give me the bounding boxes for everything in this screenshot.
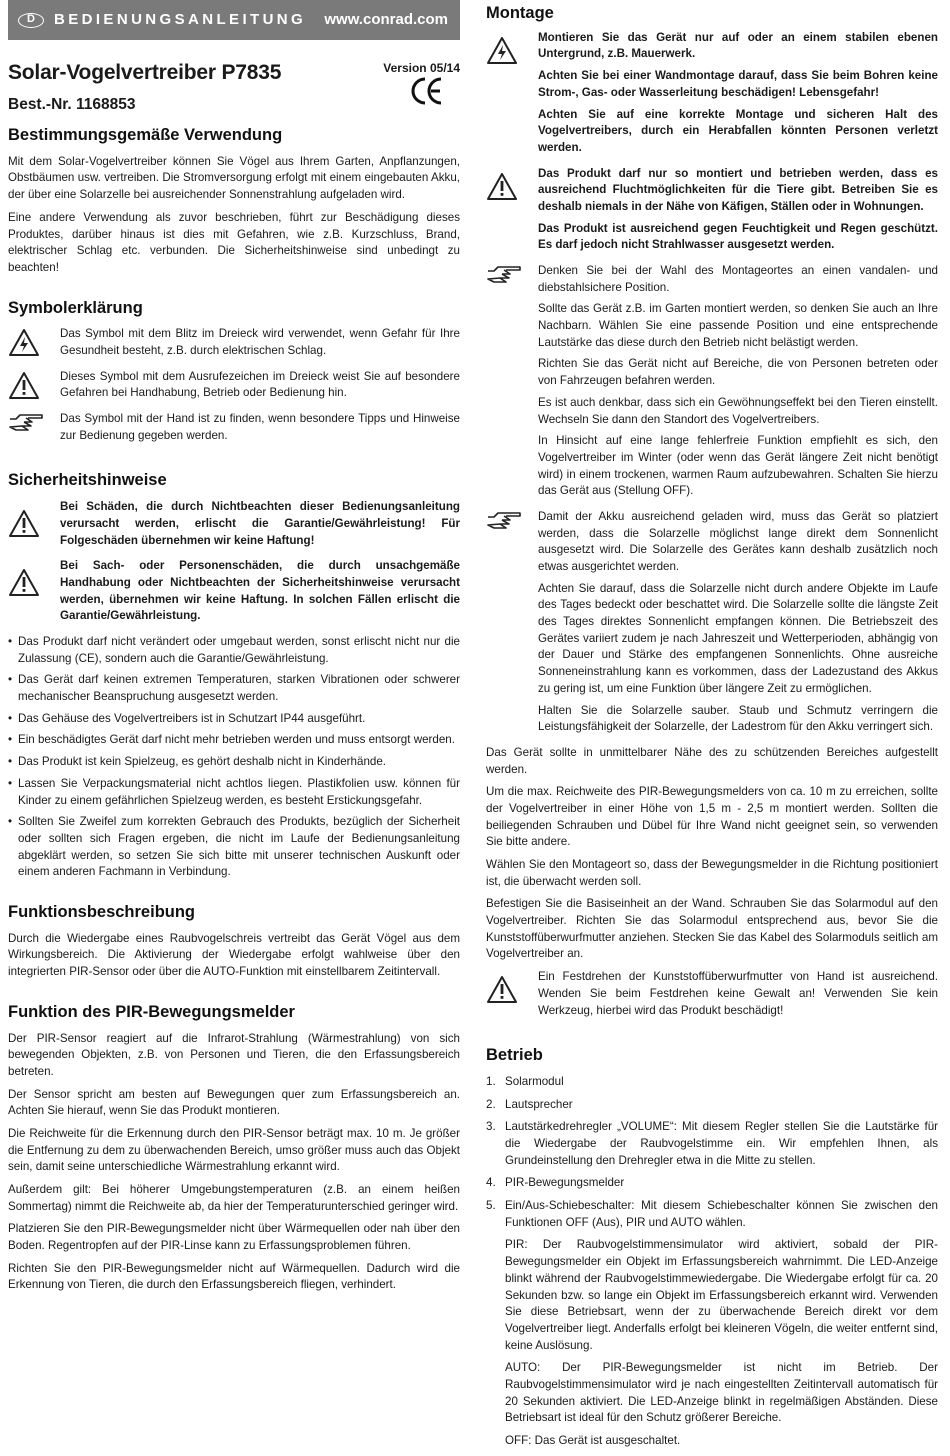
intended-use-paragraph: Mit dem Solar-Vogelvertreiber können Sie Vögel aus Ihrem Garten, Anpflanzungen, Obstbäumen usw. vertreiben. Die Stromversorgung erfolgt mit einem eingebauten Akku, der über eine Solarzelle bei ausreichender Sonnenstrahlung aufgeladen wird. <box>8 154 460 202</box>
safety-warning-block <box>8 558 460 630</box>
mounting-tip-block <box>486 509 938 741</box>
mounting-tip-text: Es ist auch denkbar, dass sich ein Gewöhnungseffekt bei den Tieren einstellt. Wechseln Sie dann den Standort des Vogelvertreibers. <box>538 395 938 426</box>
right-column <box>486 0 938 1456</box>
product-title: Solar-Vogelvertreiber P7835 <box>8 61 282 84</box>
list-item: • Das Gerät darf keinen extremen Temperaturen, starken Vibrationen oder schwerer mechanischer Beanspruchung ausgesetzt werden. <box>8 672 460 705</box>
list-item: • Das Produkt ist kein Spielzeug, es gehört deshalb nicht in Kinderhände. <box>8 754 460 771</box>
mounting-warning-text: Achten Sie auf eine korrekte Montage und sicheren Halt des Vogelvertreibers, durch ein Herabfallen könnten Personen verletzt werden. <box>538 107 938 154</box>
exclamation-triangle-icon <box>486 975 518 1004</box>
mounting-heading: Montage <box>486 4 554 22</box>
mounting-tip-text: Denken Sie bei der Wahl des Montageortes an einen vandalen- und diebstahlsichere Position. <box>538 264 938 294</box>
symbol-text: Das Symbol mit dem Blitz im Dreieck wird verwendet, wenn Gefahr für Ihre Gesundheit besteht, z.B. durch elektrischen Schlag. <box>60 327 460 357</box>
operation-list <box>486 1074 938 1232</box>
mounting-warning-text: Montieren Sie das Gerät nur auf oder an einem stabilen ebenen Untergrund, z.B. Mauerwerk. <box>538 30 938 61</box>
pir-paragraph: Platzieren Sie den PIR-Bewegungsmelder nicht über Wärmequellen oder nah über den Boden. Regentropfen auf der PIR-Linse kann zu Erfassungsproblemen führen. <box>8 1222 460 1253</box>
language-badge: D <box>18 13 44 28</box>
mode-description: OFF: Das Gerät ist ausgeschaltet. <box>505 1434 681 1447</box>
mounting-paragraph: Um die max. Reichweite des PIR-Bewegungsmelders von ca. 10 m zu erreichen, sollte der Vogelvertreiber in einer Höhe von 1,5 m - 2,5 m montiert werden. Sollten die beiliegenden Schrauben und Dübel für Ihre Wand nicht geeignet sein, so verwenden Sie bitte andere. <box>486 785 938 849</box>
item-text: Lautsprecher <box>505 1097 573 1111</box>
list-item: • Ein beschädigtes Gerät darf nicht mehr betrieben werden und muss entsorgt werden. <box>8 732 460 749</box>
mode-description: PIR: Der Raubvogelstimmensimulator wird aktiviert, sobald der PIR-Bewegungsmelder ein Objekt im Erfassungsbereich wahrnimmt. Die LED-Anzeige blinkt während der Raubvogelstimmewiedergabe. Die Wiedergabe erfolgt für ca. 20 Sekunden bzw. so lange ein Objekt im Erfassungsbereich erkannt wird. Verwenden Sie diese Betriebsart, wenn der zu überwachende Bereich direkt vor dem Vogelvertreiber liegt. Anderfalls erfolgt bei kleineren Vögeln, die weiter entfernt sind, keine Auslösung. <box>505 1238 938 1352</box>
title-block <box>8 40 460 120</box>
list-item: • Das Gehäuse des Vogelvertreibers ist in Schutzart IP44 ausgeführt. <box>8 711 460 728</box>
item-text: Ein/Aus-Schiebeschalter: Mit diesem Schiebeschalter können Sie zwischen den Funktionen OFF (Aus), PIR und AUTO wählen. <box>505 1199 938 1229</box>
item-text: Solarmodul <box>505 1074 564 1088</box>
mounting-warning-block <box>486 969 938 1024</box>
pir-paragraph: Außerdem gilt: Bei höherer Umgebungstemperaturen (z.B. an einem heißen Sommertag) nimmt die Reichweite ab, da hier der Temperaturunterschied geringer wird. <box>8 1183 460 1213</box>
list-item <box>486 1198 938 1231</box>
safety-warning-text: Bei Sach- oder Personenschäden, die durch unsachgemäße Handhabung oder Nichtbeachten der Sicherheitshinweise verursacht werden, übernehmen wir keine Haftung. In solchen Fällen erlischt die Garantie/Gewährleistung. <box>60 559 460 623</box>
ce-mark-icon <box>410 76 444 106</box>
version-label: Version 05/14 <box>383 61 460 75</box>
mounting-warning-block <box>486 166 938 259</box>
mounting-warning-text: Achten Sie bei einer Wandmontage darauf, dass Sie beim Bohren keine Strom-, Gas- oder Wasserleitung beschädigen! Lebensgefahr! <box>538 69 938 99</box>
safety-heading: Sicherheitshinweise <box>8 471 167 490</box>
safety-list <box>8 634 460 881</box>
safety-warning-text: Bei Schäden, die durch Nichtbeachten dieser Bedienungsanleitung verursacht werden, erlischt die Garantie/Gewährleistung! Für Folgeschäden übernehmen wir keine Haftung! <box>60 500 460 547</box>
pointing-hand-icon <box>486 265 522 285</box>
item-text: PIR-Bewegungsmelder <box>505 1176 625 1190</box>
intended-use-heading: Bestimmungsgemäße Verwendung <box>8 126 283 144</box>
exclamation-triangle-icon <box>8 568 40 597</box>
mounting-tip-text: Richten Sie das Gerät nicht auf Bereiche, die von Personen betreten oder von Fahrzeugen befahren werden. <box>538 357 938 388</box>
mounting-tip-text: Achten Sie darauf, dass die Solarzelle nicht durch andere Objekte im Laufe des Tages bedeckt oder beschattet wird. Die Solarzelle sollte die längste Zeit des Tages direktes Sonnenlicht empfangen können. Die Betriebszeit des Gerätes variiert zudem je nach Jahreszeit und Wetterperioden, abhängig von der Dauer und Stärke des empfangenen Sonnenlichts. Ohne ausreiche Sonneneinstrahlung kann es vorkommen, dass der Ladezustand des Akkus zu gering ist, um eine Funktion über längere Zeit zu ermöglichen. <box>538 581 938 695</box>
mounting-paragraph: Wählen Sie den Montageort so, dass der Bewegungsmelder in die Richtung positioniert ist, die überwacht werden soll. <box>486 858 938 888</box>
pir-heading: Funktion des PIR-Bewegungsmelder <box>8 1002 295 1021</box>
symbol-row-warning <box>8 369 460 407</box>
item-number: 1. <box>486 1074 496 1088</box>
operation-modes <box>486 1237 938 1449</box>
mode-description: AUTO: Der PIR-Bewegungsmelder ist nicht im Betrieb. Der Raubvogelstimmensimulator wird je nach eingestellten Zeitintervall automatisch für 20 Sekunden aktiviert. Die LED-Anzeige blinkt in regelmäßigen Abständen. Diese Betriebsart ist ideal für den Schutz größerer Bereiche. <box>505 1361 938 1425</box>
list-item: • Sollten Sie Zweifel zum korrekten Gebrauch des Produkts, bezüglich der Sicherheit oder sollten sich Fragen ergeben, die nicht im Laufe der Bedienungsanleitung abgeklärt werden, so setzen Sie sich bitte mit unserer technischen Auskunft oder einem anderen Fachmann in Verbindung. <box>8 814 460 881</box>
header-bar <box>8 0 460 40</box>
pir-paragraph: Der Sensor spricht am besten auf Bewegungen quer zum Erfassungsbereich an. Achten Sie hierauf, wenn Sie das Produkt montieren. <box>8 1087 460 1118</box>
item-number: 3. <box>486 1120 496 1134</box>
mounting-warning-block <box>486 30 938 162</box>
exclamation-triangle-icon <box>8 509 40 538</box>
lightning-triangle-icon <box>8 328 40 357</box>
item-number: 2. <box>486 1097 496 1111</box>
list-item <box>486 1097 938 1114</box>
pir-paragraph: Richten Sie den PIR-Bewegungsmelder nicht auf Wärmequellen. Dadurch wird die Erkennung von Tieren, die durch den Erfassungsbereich fliegen, verhindert. <box>8 1261 460 1292</box>
list-item: • Lassen Sie Verpackungsmaterial nicht achtlos liegen. Plastikfolien usw. können für Kinder zu einem gefährlichen Spielzeug werden, es besteht Erstickungsgefahr. <box>8 776 460 809</box>
mounting-tip-text: In Hinsicht auf eine lange fehlerfreie Funktion empfiehlt es sich, den Vogelvertreiber im Winter (oder wenn das Gerät längere Zeit nicht benötigt wird) in einem trockenen, warmen Raum aufzubewahren. Schalten Sie hierzu das Gerät aus (Stellung OFF). <box>538 434 938 498</box>
mounting-paragraph: Das Gerät sollte in unmittelbarer Nähe des zu schützenden Bereiches aufgestellt werden. <box>486 745 938 776</box>
item-number: 5. <box>486 1199 496 1213</box>
pir-paragraph: Der PIR-Sensor reagiert auf die Infrarot-Strahlung (Wärmestrahlung) von sich bewegenden Objekten, z.B. von Personen und Tieren, die den Erfassungsbereich betreten. <box>8 1031 460 1078</box>
intended-use-paragraph: Eine andere Verwendung als zuvor beschrieben, führt zur Beschädigung dieses Produktes, darüber hinaus ist dies mit Gefahren, wie z.B. Kurzschluss, Brand, elektrischer Schlag etc. verbunden. Die Sicherheitshinweise sind unbedingt zu beachten! <box>8 210 460 274</box>
function-heading: Funktionsbeschreibung <box>8 902 196 921</box>
list-item: • Das Produkt darf nicht verändert oder umgebaut werden, sonst erlischt nicht nur die Zulassung (CE), sondern auch die Garantie/Gewährleistung. <box>8 634 460 667</box>
mounting-tip-text: Sollte das Gerät z.B. im Garten montiert werden, so denken Sie auch an Ihre Nachbarn. Wählen Sie eine passende Position und eine entsprechende Lautstärke das diese durch den Betrieb nicht belästigt werden. <box>538 302 938 349</box>
pir-paragraph: Die Reichweite für die Erkennung durch den PIR-Sensor beträgt max. 10 m. Je größer die Entfernung zu dem zu überwachenden Bereich, umso größer muss auch das Objekt sein, damit seine unterschiedliche Wärmestrahlung erkannt wird. <box>8 1126 460 1174</box>
mounting-paragraph: Befestigen Sie die Basiseinheit an der Wand. Schrauben Sie das Solarmodul auf den Vogelvertreiber. Richten Sie das Solarmodul entsprechend aus, bevor Sie die Kunststoffüberwurfmutter anziehen. Stecken Sie das Kabel des Solarmoduls seitlich am Vogelvertreiber an. <box>486 897 938 961</box>
exclamation-triangle-icon <box>486 172 518 201</box>
order-number: Best.-Nr. 1168853 <box>8 96 136 113</box>
header-title: BEDIENUNGSANLEITUNG <box>54 11 307 29</box>
symbol-row-hand <box>8 411 460 449</box>
safety-warning-block <box>8 499 460 554</box>
symbol-text: Das Symbol mit der Hand ist zu finden, wenn besondere Tipps und Hinweise zur Bedienung gegeben werden. <box>60 412 460 442</box>
mounting-warning-text: Das Produkt darf nur so montiert und betrieben werden, dass es ausreichend Fluchtmöglichkeiten für die Tiere gibt. Betreiben Sie es deshalb niemals in der Nähe von Käfigen, Ställen oder in Wohnungen. <box>538 166 938 213</box>
function-paragraph: Durch die Wiedergabe eines Raubvogelschreis vertreibt das Gerät Vögel aus dem Wirkungsbereich. Die Aktivierung der Wiedergabe erfolgt wahlweise über den integrierten PIR-Sensor oder über die AUTO-Funktion mit einstellbarem Zeitintervall. <box>8 931 460 979</box>
symbol-text: Dieses Symbol mit dem Ausrufezeichen im Dreieck weist Sie auf besondere Gefahren bei Handhabung, Betrieb oder Bedienung hin. <box>60 369 460 400</box>
item-text: Lautstärkedrehregler „VOLUME“: Mit diesem Regler stellen Sie die Lautstärke für die Wiedergabe der Raubvogelstimme ein. Wir empfehlen Ihnen, als Grundeinstellung den Drehregler etwa in die Mitte zu stellen. <box>505 1120 938 1167</box>
mounting-warning-text: Ein Festdrehen der Kunststoffüberwurfmutter von Hand ist ausreichend. Wenden Sie beim Festdrehen keine Gewalt an! Verwenden Sie kein Werkzeug, hierbei wird das Produkt beschädigt! <box>538 970 938 1017</box>
mounting-tip-text: Halten Sie die Solarzelle sauber. Staub und Schmutz verringern die Leistungsfähigkeit der Solarzelle, der Ladestrom für den Akku verringert sich. <box>538 703 938 734</box>
pointing-hand-icon <box>486 511 522 531</box>
pointing-hand-icon <box>8 413 44 433</box>
item-number: 4. <box>486 1176 496 1190</box>
mounting-tip-block <box>486 263 938 505</box>
list-item <box>486 1074 938 1091</box>
operation-heading: Betrieb <box>486 1046 543 1065</box>
mounting-warning-text: Das Produkt ist ausreichend gegen Feuchtigkeit und Regen geschützt. Es darf jedoch nicht Strahlwasser ausgesetzt werden. <box>538 221 938 252</box>
list-item <box>486 1175 938 1192</box>
left-column <box>8 0 460 1300</box>
list-item <box>486 1119 938 1169</box>
lightning-triangle-icon <box>486 36 518 65</box>
exclamation-triangle-icon <box>8 371 40 400</box>
symbols-heading: Symbolerklärung <box>8 298 143 317</box>
mounting-tip-text: Damit der Akku ausreichend geladen wird, muss das Gerät so platziert werden, dass die Solarzelle möglichst lange direkt dem Sonnenlicht ausgesetzt wird. Die Solarzelle des Gerätes kann deshalb zusätzlich noch etwas ausgerichtet werden. <box>538 509 938 573</box>
header-url: www.conrad.com <box>324 11 448 29</box>
symbol-row-lightning <box>8 326 460 364</box>
